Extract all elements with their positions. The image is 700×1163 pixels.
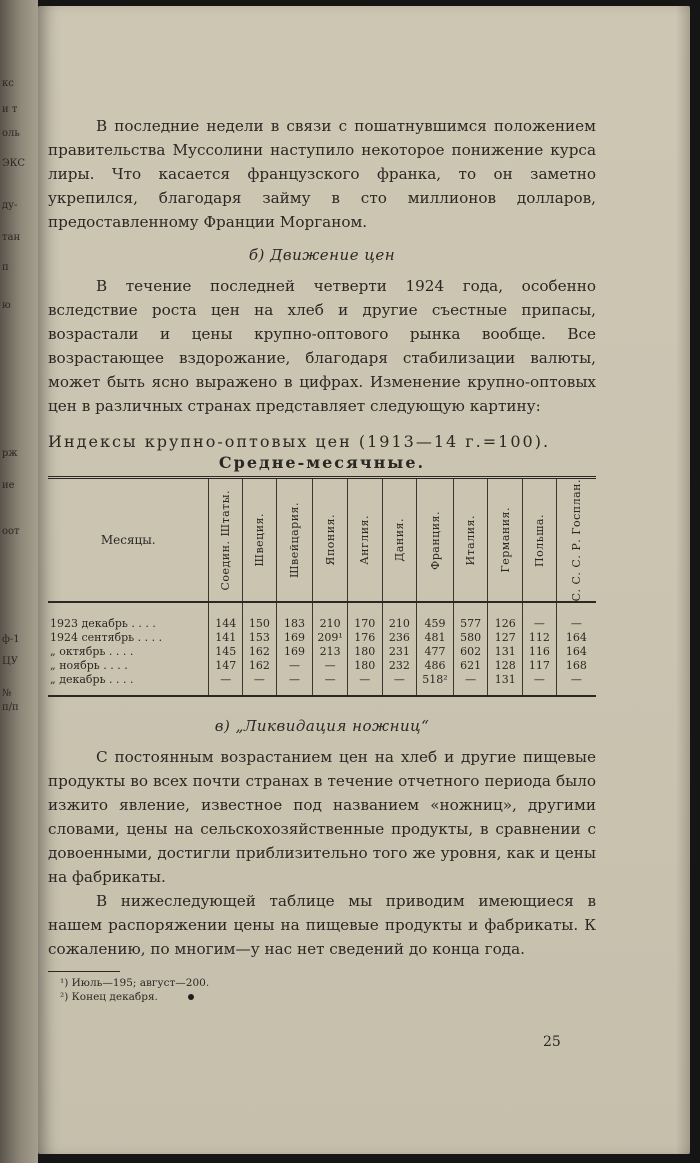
- table-cell: 126: [488, 602, 523, 631]
- table-cell: —: [382, 673, 417, 696]
- table-cell: —: [276, 673, 313, 696]
- table-cell: 162: [243, 659, 277, 673]
- country-column-label: С. С. С. Р. Госплан.: [569, 479, 583, 602]
- footnote-rule: [48, 971, 120, 972]
- left-page-fragment: ЦУ: [2, 656, 18, 667]
- country-column-header: [417, 478, 454, 603]
- left-page-fragment: оот: [2, 526, 20, 537]
- table-body: [48, 602, 596, 696]
- section-title-price-movement: б) Движение цен: [248, 246, 396, 264]
- table-cell: 147: [209, 659, 243, 673]
- price-index-table: [48, 476, 596, 697]
- table-cell: 602: [453, 645, 488, 659]
- table-cell: 176: [347, 631, 382, 645]
- table-cell: 621: [453, 659, 488, 673]
- page-content: [48, 114, 596, 1004]
- country-column-header: [276, 478, 313, 603]
- table-cell: 144: [209, 602, 243, 631]
- paragraph-price-growth: В течение последней четверти 1924 года, особенно вследствие роста цен на хлеб и другие съестные припасы, возрастали и цены крупно-оптового рынка вообще. Все возрастающее вздорожание, благодаря стабилизации валюты, может быть ясно выражено в цифрах. Изменение крупно-оптовых цен в различных странах представляет следующую картину:: [48, 277, 596, 415]
- table-cell: —: [313, 659, 348, 673]
- country-column-label: Дания.: [392, 518, 406, 562]
- table-row: [48, 659, 596, 673]
- table-cell: —: [276, 659, 313, 673]
- footnote-2: [48, 990, 596, 1004]
- table-cell: 145: [209, 645, 243, 659]
- table-cell: —: [523, 673, 557, 696]
- country-column-header: [556, 478, 596, 603]
- country-column-header: [453, 478, 488, 603]
- table-cell: 232: [382, 659, 417, 673]
- table-cell: —: [209, 673, 243, 696]
- country-column-label: Соедин. Штаты.: [219, 489, 233, 591]
- left-page-edge: [0, 0, 38, 1163]
- table-cell: 236: [382, 631, 417, 645]
- table-cell: 141: [209, 631, 243, 645]
- left-page-fragment: п: [2, 262, 9, 273]
- table-cell: 459: [417, 602, 454, 631]
- country-column-label: Англия.: [358, 515, 372, 566]
- table-cell: 169: [276, 631, 313, 645]
- table-title: Индексы крупно-оптовых цен (1913—14 г.=100).: [48, 432, 551, 451]
- table-cell: —: [523, 602, 557, 631]
- table-cell: 131: [488, 673, 523, 696]
- table-cell: 210: [313, 602, 348, 631]
- left-page-fragment: №: [2, 688, 12, 699]
- table-row: [48, 631, 596, 645]
- country-column-label: Швеция.: [252, 513, 266, 567]
- country-column-label: Швейцария.: [287, 502, 301, 579]
- table-cell: —: [347, 673, 382, 696]
- table-cell: 150: [243, 602, 277, 631]
- left-page-fragment: ф-1: [2, 634, 20, 645]
- table-cell: 180: [347, 659, 382, 673]
- left-page-fragment: ЭКС: [2, 158, 26, 169]
- table-cell: 481: [417, 631, 454, 645]
- table-cell: 180: [347, 645, 382, 659]
- row-month-label: „ ноябрь . . . .: [50, 659, 128, 673]
- table-cell: 153: [243, 631, 277, 645]
- table-cell: 213: [313, 645, 348, 659]
- page-number: 25: [543, 1034, 561, 1050]
- left-page-fragment: ю: [2, 300, 11, 311]
- table-cell: 170: [347, 602, 382, 631]
- table-cell: 518²: [417, 673, 454, 696]
- left-page-fragment: оль: [2, 128, 20, 139]
- paragraph-scissors: С постоянным возрастанием цен на хлеб и другие пищевые продукты во всех почти странах в течение отчетного периода было изжито явление, известное под названием «ножниц», другими словами, цены на сельскохозяйственные продукты, в сравнении с довоенными, достигли приблизительно того же уровня, как и цены на фабрикаты.: [48, 748, 596, 887]
- left-page-fragment: рж: [2, 448, 18, 459]
- country-column-header: [382, 478, 417, 603]
- left-page-fragment: ие: [2, 480, 15, 491]
- left-page-fragment: п/п: [2, 702, 19, 713]
- table-cell: 128: [488, 659, 523, 673]
- table-cell: 117: [523, 659, 557, 673]
- table-cell: 169: [276, 645, 313, 659]
- table-cell: 210: [382, 602, 417, 631]
- left-page-fragment: кс: [2, 78, 14, 89]
- table-cell: 209¹: [313, 631, 348, 645]
- paragraph-food-prices: В нижеследующей таблице мы приводим имеющиеся в нашем распоряжении цены на пищевые продукты и фабрикаты. К сожалению, по многим—у нас нет сведений до конца года.: [48, 892, 596, 959]
- table-cell: —: [453, 673, 488, 696]
- table-cell: 477: [417, 645, 454, 659]
- table-cell: 164: [556, 645, 596, 659]
- table-cell: —: [556, 673, 596, 696]
- row-month-label: 1923 декабрь . . . .: [50, 617, 156, 631]
- country-column-header: [523, 478, 557, 603]
- months-column-header: Месяцы.: [48, 478, 209, 603]
- left-page-fragment: тан: [2, 232, 21, 243]
- country-column-header: [209, 478, 243, 603]
- table-cell: 486: [417, 659, 454, 673]
- footnote-1: ¹) Июль—195; август—200.: [60, 977, 210, 990]
- table-cell: 580: [453, 631, 488, 645]
- table-cell: —: [243, 673, 277, 696]
- table-row: [48, 645, 596, 659]
- row-month-label: „ октябрь . . . .: [50, 645, 134, 659]
- country-column-label: Польша.: [532, 513, 546, 567]
- table-row: [48, 602, 596, 631]
- country-column-label: Италия.: [464, 514, 478, 566]
- country-column-header: [313, 478, 348, 603]
- table-cell: 164: [556, 631, 596, 645]
- table-cell: 183: [276, 602, 313, 631]
- book-page: [38, 6, 690, 1154]
- footnotes: [48, 971, 596, 1004]
- table-subtitle: Средне-месячные.: [218, 453, 426, 472]
- paragraph-lira-franc: В последние недели в связи с пошатнувшимся положением правительства Муссолини наступило некоторое понижение курса лиры. Что касается французского франка, то он заметно укрепился, благодаря займу в сто миллионов долларов, предоставленному Франции Морганом.: [48, 117, 596, 231]
- table-cell: —: [556, 602, 596, 631]
- row-month-label: 1924 сентябрь . . . .: [50, 631, 163, 645]
- table-cell: 231: [382, 645, 417, 659]
- table-cell: 112: [523, 631, 557, 645]
- table-cell: 127: [488, 631, 523, 645]
- left-page-fragment: и т: [2, 104, 18, 115]
- row-month-label: „ декабрь . . . .: [50, 673, 134, 687]
- section-title-scissors: в) „Ликвидация ножниц“: [214, 717, 430, 736]
- footnote-2-text: ²) Конец декабря.: [60, 991, 158, 1004]
- table-cell: 577: [453, 602, 488, 631]
- table-row: [48, 673, 596, 696]
- table-cell: 168: [556, 659, 596, 673]
- country-column-header: [347, 478, 382, 603]
- left-page-fragment: ду-: [2, 200, 18, 211]
- country-column-label: Германия.: [498, 507, 512, 573]
- country-column-header: [243, 478, 277, 603]
- ink-dot: [188, 994, 194, 1000]
- table-cell: 116: [523, 645, 557, 659]
- table-cell: —: [313, 673, 348, 696]
- table-cell: 131: [488, 645, 523, 659]
- country-column-label: Франция.: [428, 510, 442, 570]
- table-header-row: [48, 478, 596, 603]
- table-cell: 162: [243, 645, 277, 659]
- country-column-header: [488, 478, 523, 603]
- country-column-label: Япония.: [323, 514, 337, 566]
